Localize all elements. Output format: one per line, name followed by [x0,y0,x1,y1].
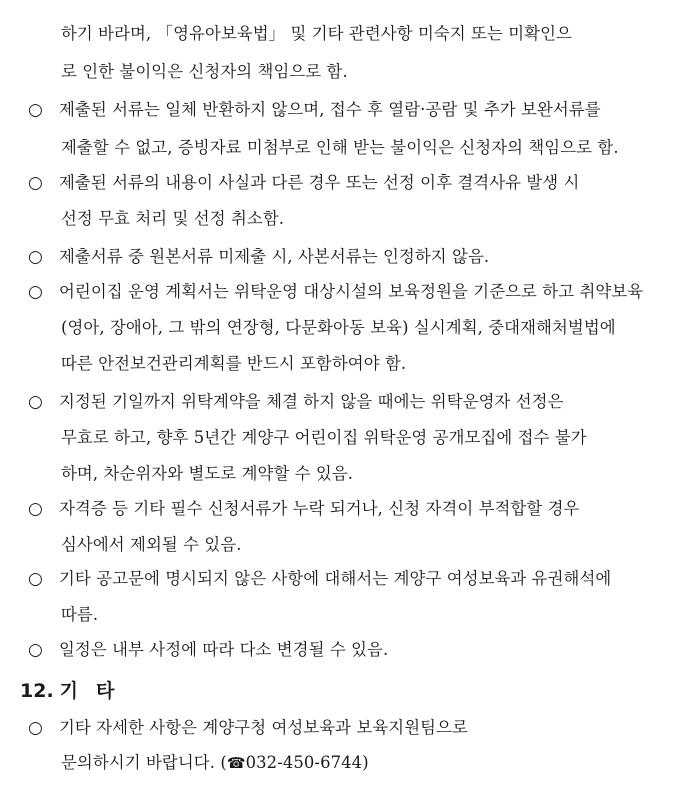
notice-line: 제출할 수 없고, 증빙자료 미첨부로 인해 받는 불이익은 신청자의 책임으로 함. [61,138,619,157]
bullet-icon: ○ [28,640,43,660]
bullet-icon: ○ [28,173,43,193]
bullet-icon: ○ [28,718,43,738]
notice-line: 자격증 등 기타 필수 신청서류가 누락 되거나, 신청 자격이 부적합할 경우 [59,499,580,518]
notice-line: 기타 공고문에 명시되지 않은 사항에 대해서는 계양구 여성보육과 유권해석에 [59,569,612,588]
section-title [20,680,114,702]
notice-line: 하며, 차순위자와 별도로 계약할 수 있음. [61,464,354,483]
contact-text: 문의하시기 바랍니다. ( [61,753,227,772]
notice-line: 제출된 서류는 일체 반환하지 않으며, 접수 후 열람·공람 및 추가 보완서류를 [59,100,601,119]
bullet-icon: ○ [28,569,43,589]
notice-line: (영아, 장애아, 그 밖의 연장형, 다문화아동 보육) 실시계획, 중대재해처벌법에 [61,318,616,337]
bullet-icon: ○ [28,100,43,120]
bullet-icon: ○ [28,392,43,412]
notice-line: 지정된 기일까지 위탁계약을 체결 하지 않을 때에는 위탁운영자 선정은 [59,392,564,411]
continuation-line: 하기 바라며, 「영유아보육법」 및 기타 관련사항 미숙지 또는 미확인으 [61,24,572,43]
notice-line: 어린이집 운영 계획서는 위탁운영 대상시설의 보육정원을 기준으로 하고 취약보육 [59,282,644,301]
phone-icon: ☎ [226,754,246,772]
phone-number: 032-450-6744 [245,753,363,772]
notice-line: 따름. [61,605,99,624]
bullet-icon: ○ [28,499,43,519]
notice-line: 제출서류 중 원본서류 미제출 시, 사본서류는 인정하지 않음. [59,247,490,266]
notice-line: 따른 안전보건관리계획를 반드시 포함하여야 함. [61,354,407,373]
notice-line: 제출된 서류의 내용이 사실과 다른 경우 또는 선정 이후 결격사유 발생 시 [59,173,580,192]
bullet-icon: ○ [28,282,43,302]
section-title-part: 기 [59,680,79,702]
continuation-line: 로 인한 불이익은 신청자의 책임으로 함. [61,62,348,81]
contact-line [61,753,369,773]
notice-line: 선정 무효 처리 및 선정 취소함. [61,209,285,228]
contact-text: ) [362,753,369,772]
section-title-part: 타 [96,680,115,702]
bullet-icon: ○ [28,247,43,267]
notice-line: 심사에서 제외될 수 있음. [61,535,242,554]
notice-line: 일정은 내부 사정에 따라 다소 변경될 수 있음. [59,640,389,659]
contact-line: 기타 자세한 사항은 계양구청 여성보육과 보육지원팀으로 [59,718,468,737]
section-number: 12. [20,680,54,702]
notice-line: 무효로 하고, 향후 5년간 계양구 어린이집 위탁운영 공개모집에 접수 불가 [61,428,587,447]
